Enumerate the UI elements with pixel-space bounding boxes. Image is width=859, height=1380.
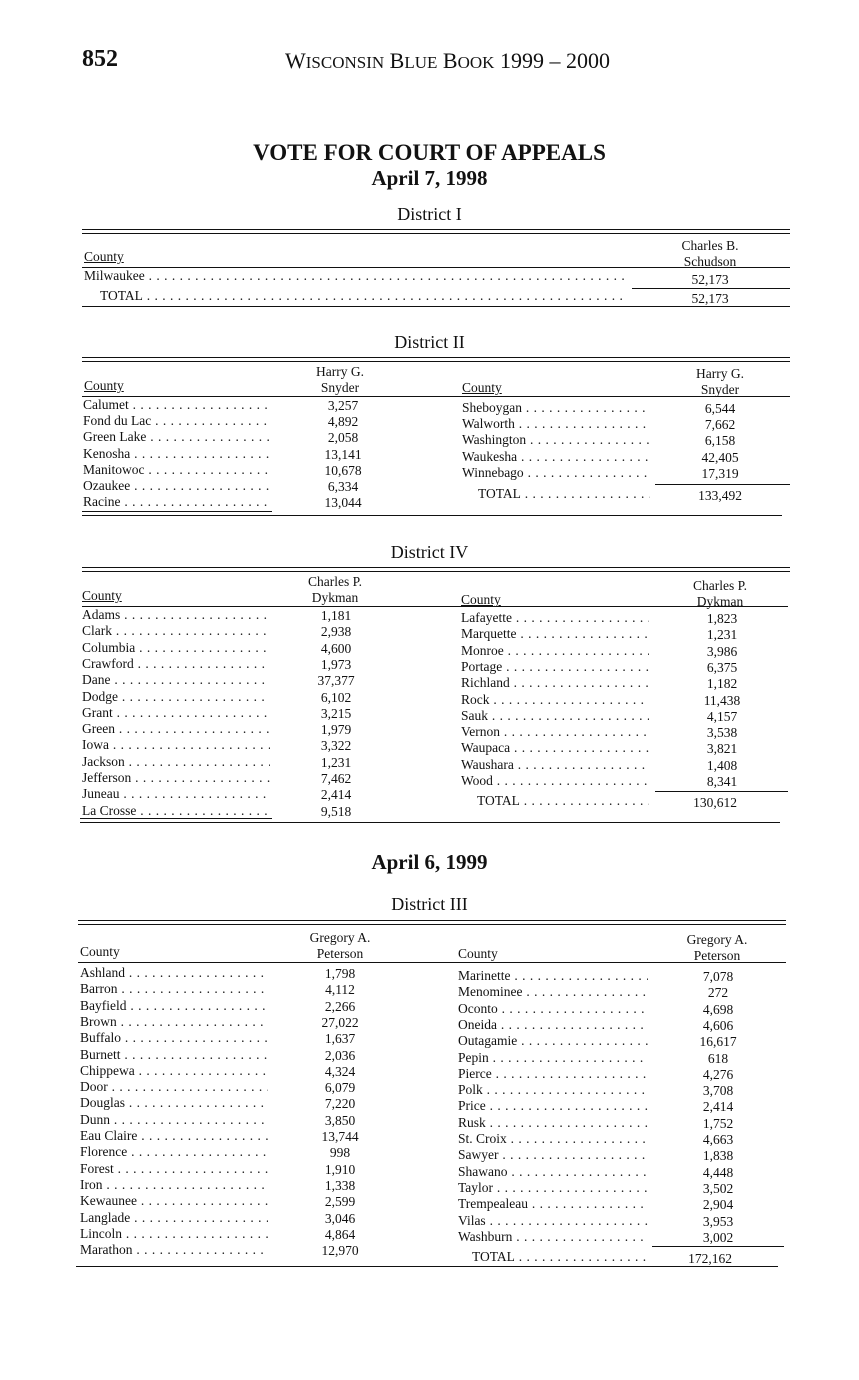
candidate-last-name: Peterson [693, 948, 741, 963]
district-iv-row-vote-count: 3,986 [706, 643, 738, 659]
district-ii-row-county-name: Sheboygan . . . [462, 400, 650, 416]
district-iii-row-county-name: Forest . . . [80, 1161, 268, 1177]
district-iii-row-county-name: Iron . . . [80, 1177, 268, 1193]
district-ii-row-county-name: Fond du Lac . . . [83, 413, 271, 429]
district-iii-candidate-header-left [285, 930, 395, 962]
district-iii-row-vote-count: 3,708 [702, 1083, 734, 1099]
district-iii-row-county-name: Vilas . . . [458, 1213, 648, 1229]
district-iii-row-vote-count: 27,022 [321, 1014, 359, 1030]
district-iv-row-county-name: Marquette . . . [461, 626, 649, 642]
district-iii-row-county-name: Lincoln . . . [80, 1226, 268, 1242]
district-iv-row-county-name: Columbia . . . [82, 640, 270, 656]
district-iii-row-county-name: Taylor . . . [458, 1180, 648, 1196]
district-iii-header-rule [78, 962, 786, 963]
district-iii-row-vote-count: 3,046 [324, 1210, 356, 1226]
running-head: WISCONSIN BLUE BOOK 1999 – 2000 [285, 48, 610, 73]
district-iv-row-county-name: Jackson . . . [82, 754, 270, 770]
district-iii-row-county-name: Polk . . . [458, 1082, 648, 1098]
district-iii-row-vote-count: 2,414 [702, 1099, 734, 1115]
district-iii-row-county-name: Sawyer . . . [458, 1147, 648, 1163]
district-ii-row-county-name: Racine . . . [83, 494, 271, 510]
district-iv-row-vote-count: 1,182 [706, 676, 738, 692]
district-iv-row-vote-count: 2,414 [320, 787, 352, 803]
district-ii-heading: District II [394, 332, 465, 352]
district-iv-row-county-name: Dane . . . [82, 672, 270, 688]
district-ii-row-vote-count: 13,044 [324, 495, 362, 511]
district-iii-row-vote-count: 6,079 [324, 1080, 356, 1096]
district-ii-row-county-name: Green Lake . . . [83, 429, 271, 445]
district-iii-row-county-name: Door . . . [80, 1079, 268, 1095]
district-ii-row-vote-count: 13,141 [324, 446, 362, 462]
candidate-first-name: Charles P. [693, 578, 747, 593]
election-date-1999: April 6, 1999 [371, 850, 488, 874]
district-iv-row-county-name: Lafayette . . . [461, 610, 649, 626]
district-i-total: 52,173 [691, 291, 729, 306]
district-iii-row-vote-count: 4,606 [702, 1017, 734, 1033]
district-iii-row-county-name: Oconto . . . [458, 1001, 648, 1017]
district-iv-row-vote-count: 3,322 [320, 738, 352, 754]
district-iv-row-county-name: Adams . . . [82, 607, 270, 623]
district-iv-row-vote-count: 1,408 [706, 757, 738, 773]
district-iii-top-rule [78, 920, 786, 925]
district-iii-row-county-name: Bayfield . . . [80, 998, 268, 1014]
district-iii-row-vote-count: 1,838 [702, 1148, 734, 1164]
district-iv-county-header-left: County [82, 588, 122, 603]
district-iii-total-rule [652, 1246, 784, 1247]
district-iii-heading: District III [391, 894, 468, 914]
district-ii-row-county-name: Waukesha . . . [462, 449, 650, 465]
candidate-first-name: Harry G. [696, 366, 744, 381]
district-iii-row-county-name: Oneida . . . [458, 1017, 648, 1033]
district-ii-row-vote-count: 2,058 [327, 430, 359, 446]
district-ii-row-vote-count: 4,892 [327, 414, 359, 430]
election-date-1998: April 7, 1998 [371, 166, 488, 190]
district-ii-top-rule [82, 357, 790, 362]
district-iii-row-county-name: Rusk . . . [458, 1115, 648, 1131]
district-iii-row-vote-count: 1,338 [324, 1177, 356, 1193]
district-iv-row-vote-count: 6,375 [706, 659, 738, 675]
district-iv-row-county-name: Grant . . . [82, 705, 270, 721]
candidate-last-name: Snyder [700, 382, 740, 397]
district-ii-total-label: TOTAL . . . [478, 486, 650, 502]
district-ii-row-county-name: Calumet . . . [83, 397, 271, 413]
district-iii-row-county-name: Marathon . . . [80, 1242, 268, 1258]
district-iii-row-county-name: Outagamie . . . [458, 1033, 648, 1049]
district-iii-row-county-name: Washburn . . . [458, 1229, 648, 1245]
district-i-heading: District I [397, 204, 462, 224]
district-iv-row-county-name: Clark . . . [82, 623, 270, 639]
district-iv-row-county-name: Iowa . . . [82, 737, 270, 753]
district-iii-row-vote-count: 12,970 [321, 1243, 359, 1259]
district-iv-row-vote-count: 6,102 [320, 689, 352, 705]
district-iv-row-vote-count: 37,377 [317, 673, 355, 689]
district-iv-total-rule [655, 791, 788, 792]
candidate-last-name: Dykman [696, 594, 744, 609]
district-iv-row-county-name: Jefferson . . . [82, 770, 270, 786]
district-iv-bottom-rule [80, 822, 780, 823]
district-iii-row-county-name: Ashland . . . [80, 965, 268, 981]
district-iii-row-vote-count: 3,953 [702, 1213, 734, 1229]
district-iii-row-vote-count: 2,266 [324, 998, 356, 1014]
district-iii-county-header-right: County [458, 946, 498, 961]
district-ii-row-vote-count: 6,544 [704, 401, 736, 416]
district-iv-total-label: TOTAL . . . [477, 793, 649, 809]
district-iii-row-county-name: Price . . . [458, 1098, 648, 1114]
district-iv-row-county-name: Vernon . . . [461, 724, 649, 740]
district-iii-row-county-name: Eau Claire . . . [80, 1128, 268, 1144]
district-iv-row-vote-count: 3,821 [706, 741, 738, 757]
district-iii-row-vote-count: 4,663 [702, 1132, 734, 1147]
district-iii-row-county-name: Chippewa . . . [80, 1063, 268, 1079]
district-i-top-rule [82, 229, 790, 234]
district-ii-row-county-name: Walworth . . . [462, 416, 650, 432]
candidate-last-name: Dykman [311, 590, 359, 605]
district-iii-row-county-name: Pierce . . . [458, 1066, 648, 1082]
district-ii-row-county-name: Winnebago . . . [462, 465, 650, 481]
page-header [82, 46, 622, 78]
district-iii-row-vote-count: 272 [707, 985, 729, 1001]
district-iv-row-vote-count: 1,231 [320, 754, 352, 770]
district-iv-row-vote-count: 11,438 [703, 692, 741, 708]
district-iii-row-vote-count: 4,698 [702, 1001, 734, 1017]
candidate-first-name: Charles P. [308, 574, 362, 589]
page-number: 852 [82, 46, 118, 72]
district-ii-row-county-name: Kenosha . . . [83, 446, 271, 462]
district-iv-row-vote-count: 1,973 [320, 656, 352, 672]
district-iii-row-vote-count: 4,112 [325, 982, 355, 998]
district-iv-row-county-name: Richland . . . [461, 675, 649, 691]
district-iii-row-vote-count: 3,502 [702, 1180, 734, 1196]
district-iii-row-vote-count: 4,324 [324, 1063, 356, 1079]
district-ii-row-vote-count: 7,662 [704, 417, 736, 433]
district-iii-row-vote-count: 16,617 [699, 1034, 737, 1050]
district-iv-row-county-name: Rock . . . [461, 692, 649, 708]
district-ii-row-county-name: Manitowoc . . . [83, 462, 271, 478]
district-iv-row-vote-count: 2,938 [320, 624, 352, 640]
district-ii-county-header-left: County [84, 378, 124, 393]
district-iv-row-county-name: Juneau . . . [82, 786, 270, 802]
district-iii-row-vote-count: 7,078 [702, 969, 734, 984]
district-i-votes: 52,173 [691, 272, 729, 287]
district-ii-last-row-rule [82, 511, 272, 512]
district-iv-row-vote-count: 1,823 [706, 611, 738, 626]
district-iv-row-vote-count: 3,215 [320, 705, 352, 721]
district-iii-row-county-name: Florence . . . [80, 1144, 268, 1160]
district-ii-row-vote-count: 42,405 [701, 449, 739, 465]
district-i-county: Milwaukee . . . [84, 268, 626, 284]
district-iii-row-vote-count: 1,637 [324, 1031, 356, 1047]
page-title: VOTE FOR COURT OF APPEALS [253, 140, 606, 165]
district-iii-row-vote-count: 2,036 [324, 1047, 356, 1063]
district-iii-row-county-name: Trempealeau . . . [458, 1196, 648, 1212]
district-iv-row-vote-count: 1,181 [320, 608, 352, 623]
district-i-bottom-rule [82, 306, 790, 307]
district-iv-row-vote-count: 8,341 [706, 774, 738, 789]
district-iii-row-county-name: Barron . . . [80, 981, 268, 997]
district-iii-row-county-name: Marinette . . . [458, 968, 648, 984]
district-iv-row-county-name: Dodge . . . [82, 689, 270, 705]
district-ii-row-vote-count: 17,319 [701, 465, 739, 481]
district-iv-row-county-name: Sauk . . . [461, 708, 649, 724]
district-iii-row-vote-count: 998 [329, 1145, 351, 1161]
district-iii-row-vote-count: 1,910 [324, 1161, 356, 1177]
district-iii-row-vote-count: 4,276 [702, 1066, 734, 1082]
district-iii-candidate-header-right [662, 932, 772, 964]
district-iv-county-header-right: County [461, 592, 501, 607]
district-i-total-rule [632, 288, 790, 289]
district-iv-heading: District IV [390, 542, 469, 562]
candidate-last-name: Peterson [316, 946, 364, 961]
district-ii-row-vote-count: 6,158 [704, 433, 736, 449]
district-iii-total: 172,162 [688, 1251, 732, 1266]
district-i-total-label: TOTAL . . . [100, 288, 626, 304]
district-ii-row-vote-count: 6,334 [327, 479, 359, 494]
district-iii-row-vote-count: 2,599 [324, 1194, 356, 1210]
district-iii-county-header-left: County [80, 944, 120, 959]
district-iv-row-county-name: Waushara . . . [461, 757, 649, 773]
district-iii-total-label: TOTAL . . . [472, 1249, 647, 1265]
district-iv-row-vote-count: 4,600 [320, 640, 352, 656]
district-iv-row-vote-count: 1,231 [706, 627, 738, 643]
district-ii-candidate-header-left [290, 364, 390, 396]
district-iii-row-county-name: Langlade . . . [80, 1210, 268, 1226]
district-iii-row-county-name: Burnett . . . [80, 1047, 268, 1063]
district-iv-row-vote-count: 9,518 [320, 803, 352, 819]
district-iii-row-vote-count: 13,744 [321, 1129, 359, 1144]
district-iii-row-county-name: Pepin . . . [458, 1050, 648, 1066]
candidate-last-name: Snyder [320, 380, 360, 395]
district-ii-row-county-name: Ozaukee . . . [83, 478, 271, 494]
district-iii-bottom-rule [76, 1266, 778, 1267]
district-iii-row-vote-count: 3,850 [324, 1112, 356, 1128]
district-iii-row-county-name: Dunn . . . [80, 1112, 268, 1128]
district-iii-row-vote-count: 7,220 [324, 1096, 356, 1112]
district-iv-row-county-name: Green . . . [82, 721, 270, 737]
district-iii-row-county-name: Brown . . . [80, 1014, 268, 1030]
district-ii-row-county-name: Washington . . . [462, 432, 650, 448]
district-iv-last-row-rule [80, 818, 272, 819]
candidate-first-name: Gregory A. [309, 930, 371, 945]
district-ii-total-rule [655, 484, 790, 485]
district-ii-candidate-header-right [670, 366, 770, 398]
district-iv-total: 130,612 [693, 795, 737, 810]
district-iv-row-county-name: La Crosse . . . [82, 803, 270, 819]
candidate-first-name: Gregory A. [686, 932, 748, 947]
district-iii-row-county-name: Douglas . . . [80, 1095, 268, 1111]
district-ii-bottom-rule [82, 515, 782, 516]
candidate-last-name: Schudson [683, 254, 737, 269]
district-iv-row-vote-count: 4,157 [706, 708, 738, 724]
district-ii-county-header-right: County [462, 380, 502, 395]
district-iv-row-county-name: Waupaca . . . [461, 740, 649, 756]
district-iii-row-county-name: Menominee . . . [458, 984, 648, 1000]
district-iv-row-county-name: Wood . . . [461, 773, 649, 789]
district-iii-row-vote-count: 618 [707, 1050, 729, 1066]
district-iv-row-county-name: Monroe . . . [461, 643, 649, 659]
district-iii-row-county-name: Kewaunee . . . [80, 1193, 268, 1209]
district-iii-row-vote-count: 3,002 [702, 1229, 734, 1245]
district-iii-row-vote-count: 1,798 [324, 966, 356, 981]
district-iii-row-county-name: Shawano . . . [458, 1164, 648, 1180]
district-iii-row-vote-count: 2,904 [702, 1197, 734, 1213]
district-iv-row-vote-count: 7,462 [320, 771, 352, 786]
district-iii-row-vote-count: 4,864 [324, 1226, 356, 1242]
district-iv-top-rule [82, 567, 790, 572]
candidate-first-name: Charles B. [681, 238, 739, 253]
district-iii-row-county-name: Buffalo . . . [80, 1030, 268, 1046]
district-ii-row-vote-count: 3,257 [327, 398, 359, 413]
district-iv-candidate-header-left [285, 574, 385, 606]
district-i-county-header: County [84, 249, 124, 264]
district-iv-row-county-name: Crawford . . . [82, 656, 270, 672]
district-iii-row-vote-count: 1,752 [702, 1115, 734, 1131]
district-iv-row-vote-count: 3,538 [706, 725, 738, 741]
candidate-first-name: Harry G. [316, 364, 364, 379]
district-iv-row-vote-count: 1,979 [320, 722, 352, 738]
district-i-candidate-header [660, 238, 760, 270]
district-ii-row-vote-count: 10,678 [324, 462, 362, 478]
district-ii-total: 133,492 [698, 488, 742, 503]
district-iii-row-vote-count: 4,448 [702, 1164, 734, 1180]
district-iv-row-county-name: Portage . . . [461, 659, 649, 675]
district-iii-row-county-name: St. Croix . . . [458, 1131, 648, 1147]
